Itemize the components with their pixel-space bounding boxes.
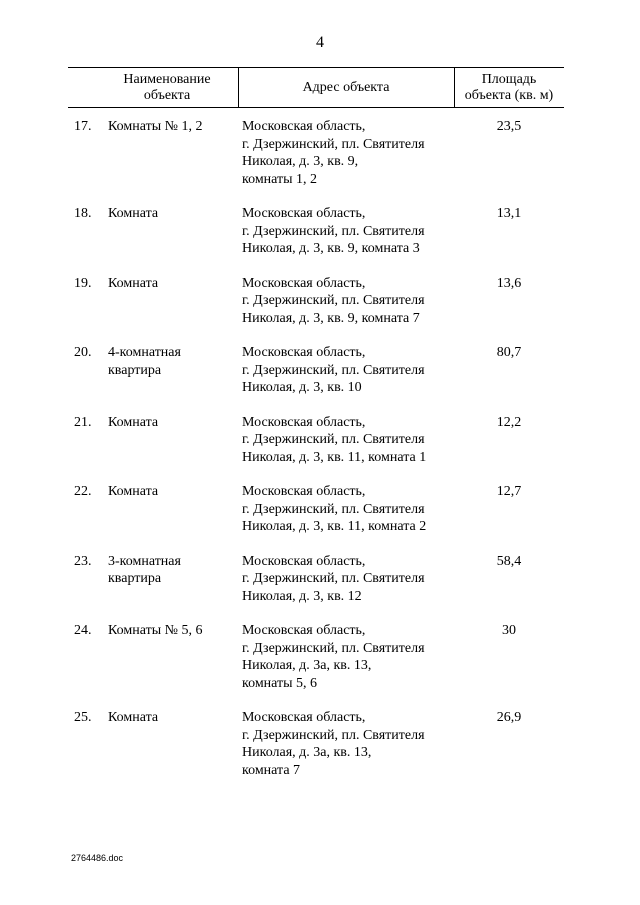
row-number: 23. (74, 553, 92, 569)
object-address-line: комнаты 1, 2 (242, 171, 318, 187)
object-address-line: Николая, д. 3а, кв. 13, (242, 745, 372, 760)
header-object-area (454, 68, 564, 107)
object-name-line: Комната (108, 275, 159, 291)
object-name (108, 344, 238, 379)
object-address (242, 709, 457, 779)
object-area: 26,9 (496, 710, 522, 725)
row-number: 21. (74, 414, 92, 430)
page-number: 4 (316, 34, 324, 51)
table-row (68, 483, 564, 553)
object-address-line: Московская область, (242, 345, 366, 360)
table-body (68, 118, 564, 796)
object-address-line: г. Дзержинский, пл. Святителя (242, 571, 425, 586)
table-row (68, 709, 564, 796)
object-address (242, 553, 457, 606)
row-number: 19. (74, 275, 92, 291)
object-address (242, 414, 457, 467)
table-row (68, 622, 564, 709)
object-name-line: Комната (108, 206, 159, 221)
row-number: 18. (74, 206, 92, 221)
object-name (108, 483, 238, 501)
object-address-line: комнаты 5, 6 (242, 675, 318, 691)
object-address-line: г. Дзержинский, пл. Святителя (242, 362, 425, 378)
object-name-line: Комната (108, 484, 159, 499)
object-address-line: Николая, д. 3, кв. 12 (242, 588, 362, 604)
object-name (108, 414, 238, 432)
object-address-line: г. Дзержинский, пл. Святителя (242, 223, 425, 239)
object-name-line: 3-комнатная (108, 553, 181, 569)
header-area-line: Площадь (481, 71, 537, 87)
header-address-line: Адрес объекта (302, 79, 390, 95)
object-name-line: квартира (108, 571, 162, 586)
object-address-line: Николая, д. 3а, кв. 13, (242, 658, 372, 673)
object-name (108, 205, 238, 223)
header-name-line: объекта (143, 87, 191, 103)
object-address (242, 344, 457, 397)
object-area: 12,7 (496, 484, 522, 499)
object-name-line: Комнаты № 5, 6 (108, 623, 203, 638)
row-number: 22. (74, 484, 92, 499)
object-address-line: Николая, д. 3, кв. 11, комната 2 (242, 519, 427, 534)
object-address-line: Николая, д. 3, кв. 9, (242, 154, 359, 169)
object-address-line: комната 7 (242, 762, 301, 778)
object-name (108, 709, 238, 727)
header-name-line: Наименование (123, 71, 211, 87)
object-name-line: Комнаты № 1, 2 (108, 119, 203, 134)
header-object-address (238, 68, 455, 107)
object-address-line: г. Дзержинский, пл. Святителя (242, 727, 425, 743)
table-row (68, 118, 564, 205)
table-row (68, 344, 564, 414)
object-area: 13,6 (496, 275, 522, 291)
object-name-line: квартира (108, 362, 162, 378)
object-address (242, 205, 457, 258)
object-area: 13,1 (496, 206, 522, 221)
object-address-line: Николая, д. 3, кв. 10 (242, 380, 362, 395)
object-address-line: Московская область, (242, 710, 366, 725)
object-address-line: Московская область, (242, 553, 366, 569)
object-address-line: Московская область, (242, 484, 366, 499)
object-address-line: г. Дзержинский, пл. Святителя (242, 293, 425, 308)
object-address-line: г. Дзержинский, пл. Святителя (242, 501, 425, 517)
table-row (68, 553, 564, 623)
object-address (242, 483, 457, 536)
object-address-line: г. Дзержинский, пл. Святителя (242, 136, 425, 152)
object-address-line: г. Дзержинский, пл. Святителя (242, 432, 425, 447)
object-address (242, 622, 457, 692)
object-name-line: Комната (108, 710, 159, 725)
object-address-line: Московская область, (242, 275, 366, 291)
object-address-line: Николая, д. 3, кв. 9, комната 3 (242, 241, 420, 256)
row-number: 20. (74, 345, 92, 360)
object-address (242, 118, 457, 188)
object-address (242, 275, 457, 328)
object-area: 12,2 (496, 414, 522, 430)
object-area: 30 (502, 623, 516, 638)
object-address-line: Николая, д. 3, кв. 11, комната 1 (242, 449, 427, 465)
row-number: 25. (74, 710, 92, 725)
object-address-line: Московская область, (242, 206, 366, 221)
object-name (108, 553, 238, 588)
object-area: 58,4 (496, 553, 522, 569)
header-object-name (96, 68, 239, 107)
header-area-line: объекта (кв. м) (464, 87, 554, 103)
object-area: 23,5 (496, 119, 522, 134)
row-number: 24. (74, 623, 92, 638)
row-number: 17. (74, 119, 92, 134)
object-address-line: Московская область, (242, 119, 366, 134)
object-name-line: 4-комнатная (108, 345, 181, 360)
object-name-line: Комната (108, 414, 159, 430)
objects-table (68, 67, 564, 778)
table-header (68, 67, 564, 108)
object-address-line: Николая, д. 3, кв. 9, комната 7 (242, 310, 420, 326)
object-address-line: г. Дзержинский, пл. Святителя (242, 640, 425, 656)
table-row (68, 414, 564, 484)
document-code: 2764486.doc (71, 853, 124, 863)
object-name (108, 622, 238, 640)
object-area: 80,7 (496, 345, 522, 360)
table-row (68, 205, 564, 275)
object-address-line: Московская область, (242, 623, 366, 638)
table-row (68, 275, 564, 345)
object-address-line: Московская область, (242, 414, 366, 430)
object-name (108, 275, 238, 293)
object-name (108, 118, 238, 136)
